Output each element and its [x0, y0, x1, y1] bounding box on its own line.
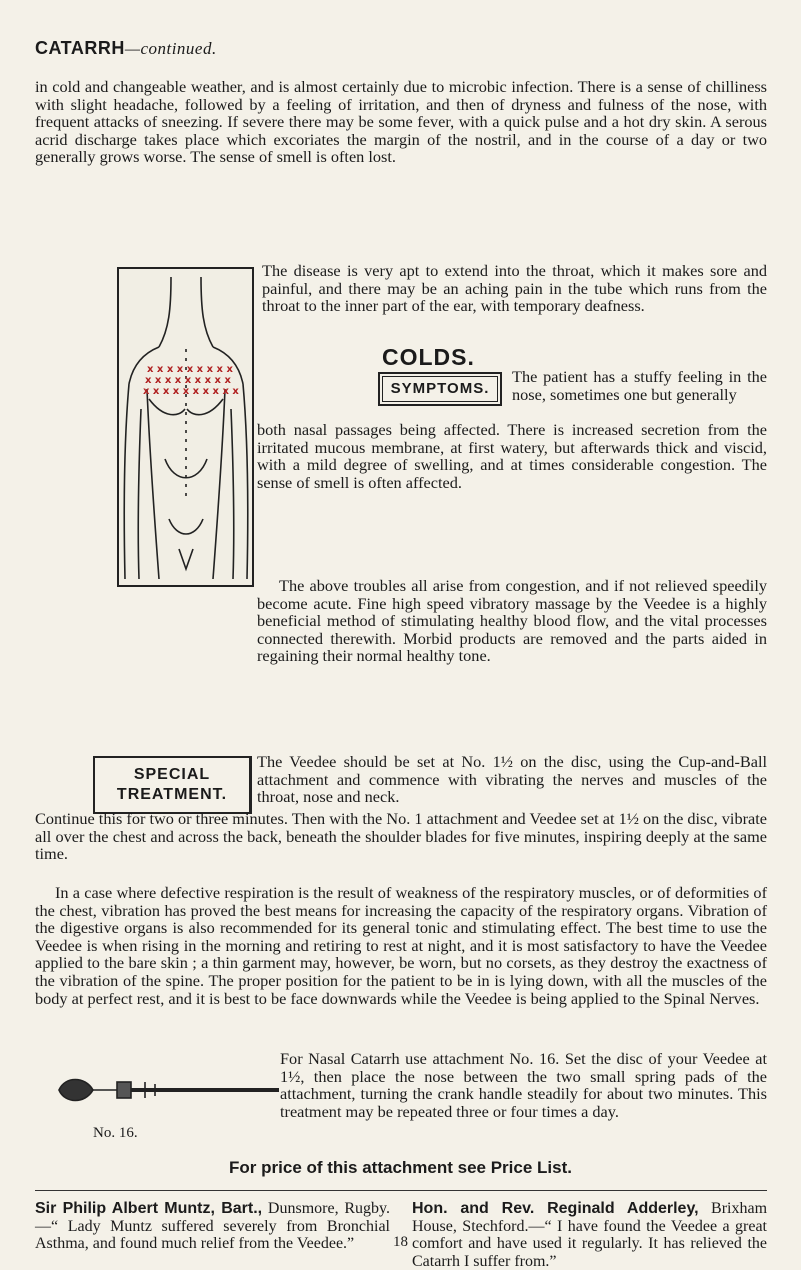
testimonial-text: Dunsmore, Rugby.—“ Lady Muntz suffered severely from Bronchial Asthma, and found much relief from the Veedee.”: [35, 1200, 391, 1253]
throat-paragraph: The disease is very apt to extend into the throat, which it makes sore and painful, and there may be an aching pain in the tube which runs from the throat to the inner part of the ear, with temporary deafness.: [262, 261, 767, 316]
page-number: 18: [393, 1234, 408, 1250]
torso-drawing: [119, 269, 252, 585]
troubles-paragraph: The above troubles all arise from congestion, and if not relieved speedily become acute. Fine high speed vibratory massage by the Veedee is a highly beneficial method of stimulating healthy blood flow, and the vital processes connected therewith. Morbid products are removed and the parts aided in regaining their normal healthy tone.: [257, 576, 767, 666]
symptoms-label: SYMPTOMS.: [390, 380, 490, 397]
svg-text:x x x x x x x x x x: x x x x x x x x x x: [143, 386, 239, 397]
testimonial-text: Brixham House, Stechford.—“ I have found the Veedee a great comfort and have used it regularly. It has relieved the Catarrh I suffer from.”: [412, 1200, 768, 1270]
svg-text:x x x x x x x x x: x x x x x x x x x: [147, 364, 233, 375]
nasal-attachment-illustration: [55, 1070, 283, 1110]
special-treatment-sidehead: [93, 756, 252, 814]
symptoms-sidehead: [378, 372, 502, 406]
running-head: [35, 38, 217, 59]
testimonial-name: Hon. and Rev. Reginald Adderley,: [412, 1200, 699, 1217]
respiration-paragraph: In a case where defective respiration is the result of weakness of the respiratory muscles, or of deformities of the chest, vibration has proved the best means for increasing the capacity of the respiratory organs. Vibration of the digestive organs is also recommended for its general tonic and stimulating effect. The best time to use the Veedee is when rising in the morning and retiring to rest at night, and it is most satisfactory to have the Veedee applied to the bare skin ; a thin garment may, however, be worn, but no corsets, as they destroy the exactness of the vibration of the spine. The proper position for the patient to be in is lying down, with all the muscles of the body at perfect rest, and it is best to be face downwards while the Veedee is being applied to the Spinal Nerves.: [35, 883, 767, 1008]
colds-heading: COLDS.: [382, 344, 475, 370]
special-label-line1: SPECIAL: [133, 766, 211, 783]
testimonial-name: Sir Philip Albert Muntz, Bart.,: [35, 1200, 263, 1217]
symptoms-text-b: both nasal passages being affected. There is increased secretion from the irritated mucous membrane, at first watery, but afterwards thick and viscid, with a mild degree of swelling, and at times considerable congestion. The sense of smell is often affected.: [257, 420, 767, 492]
torso-illustration: [117, 267, 254, 587]
special-label-line2: TREATMENT.: [116, 786, 228, 803]
attachment-drawing: [55, 1070, 283, 1110]
svg-text:x x x x x x x x x: x x x x x x x x x: [145, 375, 231, 386]
price-note: For price of this attachment see Price List.: [229, 1158, 572, 1177]
running-head-continued: —continued.: [124, 39, 217, 58]
figure-caption: No. 16.: [93, 1125, 138, 1141]
special-treatment-text-a: The Veedee should be set at No. 1½ on the disc, using the Cup-and-Ball attachment and commence with vibrating the nerves and muscles of the throat, nose and neck.: [257, 752, 767, 807]
intro-paragraph: in cold and changeable weather, and is almost certainly due to microbic infection. There is a sense of chilliness with slight headache, followed by a feeling of irritation, and then of dryness and fulness of the nose, with frequent attacks of sneezing. If severe there may be some fever, with a quick pulse and a hot dry skin. A serous acrid discharge takes place which excoriates the margin of the nostril, and in the course of a day or two generally grows worse. The sense of smell is often lost.: [35, 77, 767, 167]
special-treatment-text-b: Continue this for two or three minutes. Then with the No. 1 attachment and Veedee set at 1½ on the disc, vibrate all over the chest and across the back, beneath the shoulder blades for five minutes, inspiring deeply at the same time.: [35, 809, 767, 864]
running-head-title: CATARRH: [35, 38, 125, 58]
nasal-catarrh-paragraph: For Nasal Catarrh use attachment No. 16. Set the disc of your Veedee at 1½, then place the nose between the two small spring pads of the attachment, turning the crank handle steadily for about two minutes. This treatment may be repeated three or four times a day.: [280, 1049, 767, 1121]
symptoms-text-a: The patient has a stuffy feeling in the nose, sometimes one but generally: [512, 367, 767, 404]
divider: [35, 1190, 767, 1191]
